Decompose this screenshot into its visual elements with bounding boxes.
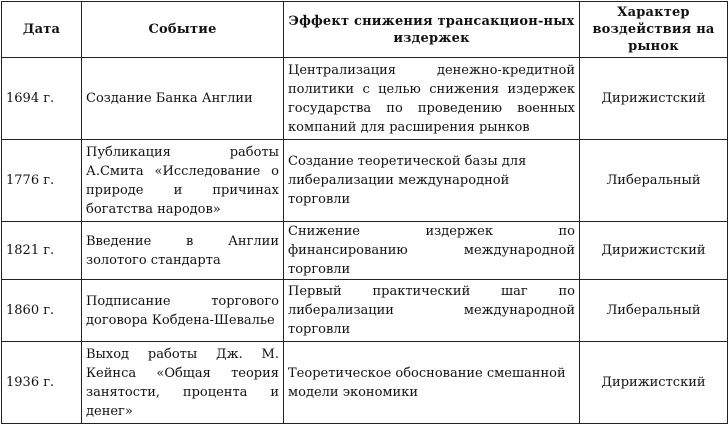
cell-date: 1936 г. <box>2 342 82 424</box>
cell-date: 1821 г. <box>2 222 82 280</box>
table-header-row <box>2 2 728 58</box>
cell-character: Дирижистский <box>580 342 728 424</box>
table-row <box>2 140 728 222</box>
cell-character: Дирижистский <box>580 58 728 140</box>
header-effect: Эффект снижения трансакцион-ных издержек <box>284 2 580 58</box>
cell-effect: Централизация денежно-кредитной политики с целью снижения издержек государства по проведению военных компаний для расширения рынков <box>284 58 580 140</box>
cell-effect: Первый практический шаг по либерализации международной торговли <box>284 280 580 342</box>
cell-event: Публикация работы А.Смита «Исследование о природе и причинах богатства народов» <box>82 140 284 222</box>
cell-effect: Создание теоретической базы для либерализации международной торговли <box>284 140 580 222</box>
cell-effect: Теоретическое обоснование смешанной модели экономики <box>284 342 580 424</box>
history-events-table <box>1 1 728 424</box>
cell-date: 1694 г. <box>2 58 82 140</box>
cell-event: Выход работы Дж. М. Кейнса «Общая теория занятости, процента и денег» <box>82 342 284 424</box>
cell-character: Либеральный <box>580 280 728 342</box>
table-row <box>2 58 728 140</box>
table-row <box>2 280 728 342</box>
cell-effect: Снижение издержек по финансированию международной торговли <box>284 222 580 280</box>
header-character: Характер воздействия на рынок <box>580 2 728 58</box>
header-event: Событие <box>82 2 284 58</box>
cell-event: Подписание торгового договора Кобдена-Шевалье <box>82 280 284 342</box>
cell-date: 1776 г. <box>2 140 82 222</box>
cell-date: 1860 г. <box>2 280 82 342</box>
header-date: Дата <box>2 2 82 58</box>
cell-character: Дирижистский <box>580 222 728 280</box>
cell-event: Введение в Англии золотого стандарта <box>82 222 284 280</box>
cell-character: Либеральный <box>580 140 728 222</box>
table-row <box>2 342 728 424</box>
cell-event: Создание Банка Англии <box>82 58 284 140</box>
table-row <box>2 222 728 280</box>
